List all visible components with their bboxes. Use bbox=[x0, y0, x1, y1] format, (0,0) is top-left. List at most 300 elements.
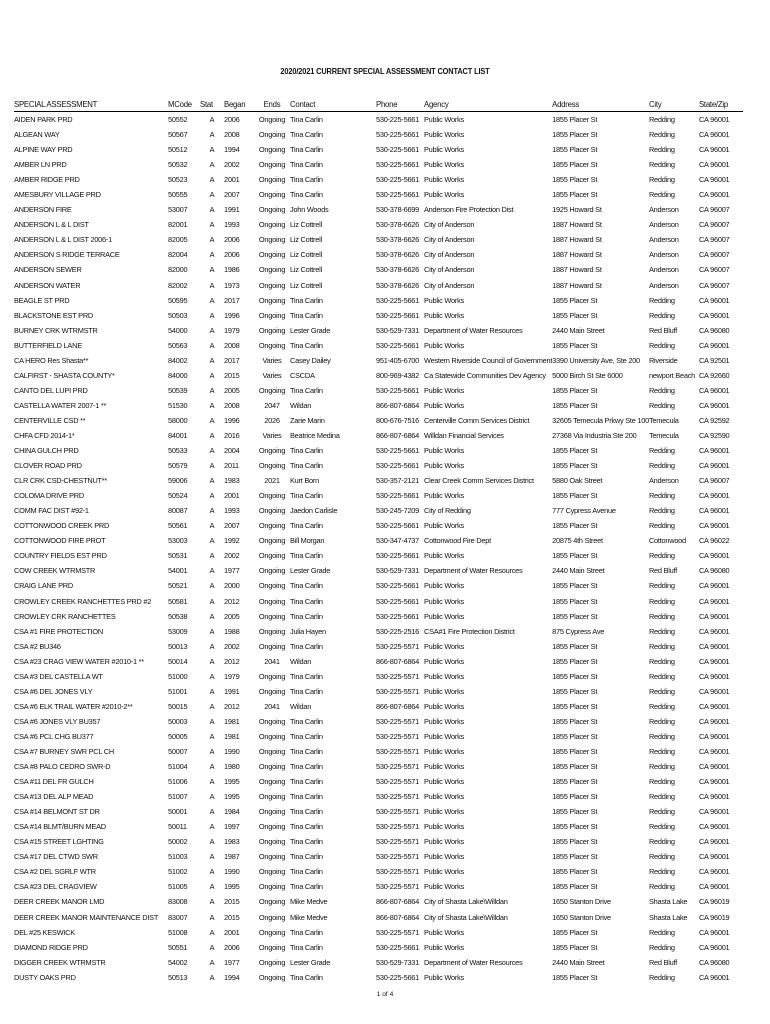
cell-contact: Bill Morgan bbox=[290, 536, 325, 546]
cell-stat: A bbox=[209, 882, 215, 892]
cell-ends: Ongoing bbox=[258, 521, 286, 531]
cell-mcode: 83008 bbox=[168, 897, 188, 907]
cell-address: 1855 Placer St bbox=[552, 671, 598, 681]
cell-agency: City of Anderson bbox=[424, 220, 475, 230]
cell-began: 1983 bbox=[224, 837, 240, 847]
col-header-agency: Agency bbox=[424, 97, 552, 112]
cell-ends: Ongoing bbox=[258, 325, 286, 335]
cell-stat: A bbox=[209, 641, 215, 651]
cell-address: 1855 Placer St bbox=[552, 160, 598, 170]
cell-assessment: CSA #23 DEL CRAGVIEW bbox=[14, 882, 97, 892]
cell-mcode: 58000 bbox=[168, 415, 188, 425]
cell-assessment: COW CREEK WTRMSTR bbox=[14, 566, 96, 576]
table-row bbox=[14, 624, 743, 639]
cell-stat: A bbox=[209, 957, 215, 967]
cell-city: Red Bluff bbox=[648, 325, 677, 335]
cell-state-zip: CA 92590 bbox=[698, 431, 730, 440]
cell-phone: 530-225-5571 bbox=[376, 777, 420, 787]
cell-began: 1992 bbox=[224, 536, 240, 546]
table-row bbox=[14, 925, 743, 940]
cell-phone: 530-225-5661 bbox=[376, 145, 420, 155]
cell-assessment: CALFIRST - SHASTA COUNTY* bbox=[14, 370, 115, 380]
cell-phone: 530-225-5661 bbox=[376, 160, 420, 170]
cell-stat: A bbox=[209, 160, 215, 170]
cell-city: Redding bbox=[648, 626, 675, 636]
cell-began: 1991 bbox=[224, 205, 240, 215]
cell-state-zip: CA 92660 bbox=[698, 370, 730, 380]
cell-assessment: ALPINE WAY PRD bbox=[14, 145, 73, 155]
cell-state-zip: CA 96001 bbox=[698, 686, 730, 696]
cell-state-zip: CA 96001 bbox=[698, 551, 730, 561]
cell-stat: A bbox=[209, 491, 215, 501]
cell-stat: A bbox=[209, 295, 215, 305]
cell-contact: Liz Cottrell bbox=[290, 235, 322, 245]
cell-stat: A bbox=[209, 867, 215, 877]
cell-began: 2017 bbox=[224, 355, 240, 365]
table-row bbox=[14, 639, 743, 654]
cell-address: 1855 Placer St bbox=[552, 807, 598, 817]
cell-began: 2015 bbox=[224, 370, 240, 380]
cell-city: newport Beach bbox=[648, 370, 696, 380]
cell-agency: Public Works bbox=[424, 927, 464, 937]
cell-address: 1855 Placer St bbox=[552, 777, 598, 787]
cell-ends: Ongoing bbox=[258, 160, 286, 170]
cell-began: 1983 bbox=[224, 476, 240, 486]
cell-state-zip: CA 96001 bbox=[698, 716, 730, 726]
cell-agency: Public Works bbox=[424, 731, 464, 741]
cell-assessment: CHINA GULCH PRD bbox=[14, 446, 79, 456]
cell-phone: 530-225-5571 bbox=[376, 852, 420, 862]
cell-stat: A bbox=[209, 716, 215, 726]
cell-phone: 530-378-6699 bbox=[376, 205, 420, 215]
cell-address: 1855 Placer St bbox=[552, 792, 598, 802]
table-row bbox=[14, 533, 743, 548]
cell-ends: 2047 bbox=[264, 400, 280, 410]
cell-began: 2006 bbox=[224, 250, 240, 260]
cell-began: 1977 bbox=[224, 957, 240, 967]
cell-ends: Ongoing bbox=[258, 175, 286, 185]
cell-address: 1855 Placer St bbox=[552, 762, 598, 772]
cell-address: 1855 Placer St bbox=[552, 927, 598, 937]
cell-state-zip: CA 96001 bbox=[698, 777, 730, 787]
cell-agency: Ca Statewide Communities Dev Agency bbox=[424, 370, 546, 380]
col-header-stat: Stat bbox=[200, 97, 224, 112]
cell-agency: Public Works bbox=[424, 385, 464, 395]
cell-stat: A bbox=[209, 897, 215, 907]
cell-assessment: ANDERSON L & L DIST 2006-1 bbox=[14, 235, 112, 245]
cell-agency: Public Works bbox=[424, 972, 464, 982]
cell-began: 1981 bbox=[224, 731, 240, 741]
cell-address: 1855 Placer St bbox=[552, 491, 598, 501]
cell-address: 1855 Placer St bbox=[552, 716, 598, 726]
cell-began: 2001 bbox=[224, 491, 240, 501]
cell-agency: Public Works bbox=[424, 190, 464, 200]
cell-contact: Liz Cottrell bbox=[290, 280, 322, 290]
table-row bbox=[14, 338, 743, 353]
table-row bbox=[14, 202, 743, 217]
cell-agency: Public Works bbox=[424, 671, 464, 681]
cell-began: 2012 bbox=[224, 701, 240, 711]
cell-state-zip: CA 96007 bbox=[698, 280, 730, 290]
cell-phone: 530-225-5661 bbox=[376, 972, 420, 982]
cell-stat: A bbox=[209, 536, 215, 546]
cell-state-zip: CA 96007 bbox=[698, 250, 730, 260]
cell-began: 1986 bbox=[224, 265, 240, 275]
cell-began: 2008 bbox=[224, 130, 240, 140]
cell-address: 1855 Placer St bbox=[552, 310, 598, 320]
cell-began: 2002 bbox=[224, 641, 240, 651]
table-row bbox=[14, 578, 743, 593]
cell-mcode: 50531 bbox=[168, 551, 188, 561]
cell-mcode: 82000 bbox=[168, 265, 188, 275]
cell-address: 1855 Placer St bbox=[552, 175, 598, 185]
cell-mcode: 50002 bbox=[168, 837, 188, 847]
cell-ends: Ongoing bbox=[258, 882, 286, 892]
cell-mcode: 50523 bbox=[168, 175, 188, 185]
cell-ends: 2026 bbox=[264, 415, 280, 425]
cell-address: 5880 Oak Street bbox=[552, 476, 603, 486]
table-row bbox=[14, 804, 743, 819]
cell-assessment: CRAIG LANE PRD bbox=[14, 581, 73, 591]
cell-city: Redding bbox=[648, 927, 675, 937]
table-row bbox=[14, 699, 743, 714]
cell-contact: Tina Carlin bbox=[290, 671, 323, 681]
cell-phone: 530-225-5661 bbox=[376, 446, 420, 456]
cell-agency: Department of Water Resources bbox=[424, 566, 523, 576]
cell-address: 20875 4th Street bbox=[552, 536, 603, 546]
cell-agency: Public Works bbox=[424, 837, 464, 847]
cell-began: 2005 bbox=[224, 611, 240, 621]
cell-stat: A bbox=[209, 852, 215, 862]
cell-contact: Tina Carlin bbox=[290, 596, 323, 606]
cell-address: 2440 Main Street bbox=[552, 566, 605, 576]
cell-mcode: 50013 bbox=[168, 641, 188, 651]
cell-mcode: 50538 bbox=[168, 611, 188, 621]
cell-city: Shasta Lake bbox=[648, 897, 688, 907]
cell-assessment: CROWLEY CRK RANCHETTES bbox=[14, 611, 116, 621]
cell-began: 1979 bbox=[224, 671, 240, 681]
cell-assessment: CSA #17 DEL CTWD SWR bbox=[14, 852, 98, 862]
cell-stat: A bbox=[209, 265, 215, 275]
cell-address: 1855 Placer St bbox=[552, 115, 598, 125]
cell-ends: Ongoing bbox=[258, 807, 286, 817]
cell-assessment: ANDERSON FIRE bbox=[14, 205, 72, 215]
cell-ends: Varies bbox=[262, 431, 282, 440]
cell-stat: A bbox=[209, 476, 215, 486]
cell-contact: Wildan bbox=[290, 656, 312, 666]
cell-city: Redding bbox=[648, 762, 675, 772]
cell-agency: Public Works bbox=[424, 521, 464, 531]
cell-assessment: CSA #2 BU346 bbox=[14, 641, 61, 651]
table-body bbox=[14, 112, 743, 985]
cell-ends: Ongoing bbox=[258, 446, 286, 456]
cell-agency: Public Works bbox=[424, 115, 464, 125]
cell-state-zip: CA 96001 bbox=[698, 656, 730, 666]
table-row bbox=[14, 789, 743, 804]
cell-address: 1887 Howard St bbox=[552, 250, 602, 260]
cell-assessment: CHFA CFD 2014-1* bbox=[14, 431, 75, 440]
cell-began: 1996 bbox=[224, 310, 240, 320]
cell-state-zip: CA 96001 bbox=[698, 190, 730, 200]
cell-state-zip: CA 96001 bbox=[698, 400, 730, 410]
cell-stat: A bbox=[209, 235, 215, 245]
cell-mcode: 50001 bbox=[168, 807, 188, 817]
cell-state-zip: CA 96001 bbox=[698, 852, 730, 862]
cell-address: 1855 Placer St bbox=[552, 641, 598, 651]
cell-contact: Tina Carlin bbox=[290, 686, 323, 696]
table-row bbox=[14, 368, 743, 383]
cell-agency: Public Works bbox=[424, 807, 464, 817]
cell-mcode: 51007 bbox=[168, 792, 188, 802]
cell-address: 1855 Placer St bbox=[552, 581, 598, 591]
cell-city: Redding bbox=[648, 461, 675, 471]
cell-phone: 951-405-6700 bbox=[376, 355, 420, 365]
table-row bbox=[14, 413, 743, 428]
table-row bbox=[14, 518, 743, 533]
cell-address: 1855 Placer St bbox=[552, 340, 598, 350]
cell-state-zip: CA 96019 bbox=[698, 912, 730, 922]
cell-state-zip: CA 96007 bbox=[698, 220, 730, 230]
cell-state-zip: CA 96001 bbox=[698, 295, 730, 305]
cell-address: 2440 Main Street bbox=[552, 325, 605, 335]
cell-ends: Ongoing bbox=[258, 716, 286, 726]
cell-ends: Ongoing bbox=[258, 581, 286, 591]
cell-contact: Tina Carlin bbox=[290, 461, 323, 471]
cell-assessment: DEER CREEK MANOR MAINTENANCE DIST bbox=[14, 912, 159, 922]
cell-phone: 530-225-5571 bbox=[376, 716, 420, 726]
cell-began: 2004 bbox=[224, 446, 240, 456]
cell-mcode: 54001 bbox=[168, 566, 188, 576]
cell-began: 2017 bbox=[224, 295, 240, 305]
cell-contact: Tina Carlin bbox=[290, 385, 323, 395]
cell-stat: A bbox=[209, 807, 215, 817]
cell-state-zip: CA 96001 bbox=[698, 942, 730, 952]
cell-address: 1855 Placer St bbox=[552, 295, 598, 305]
cell-began: 1991 bbox=[224, 686, 240, 696]
cell-mcode: 83007 bbox=[168, 912, 188, 922]
cell-agency: Public Works bbox=[424, 581, 464, 591]
cell-ends: Ongoing bbox=[258, 491, 286, 501]
col-header-city: City bbox=[649, 97, 699, 112]
cell-assessment: ANDERSON L & L DIST bbox=[14, 220, 89, 230]
cell-ends: Ongoing bbox=[258, 942, 286, 952]
cell-began: 1990 bbox=[224, 746, 240, 756]
cell-assessment: CLR CRK CSD-CHESTNUT** bbox=[14, 476, 108, 486]
cell-mcode: 50007 bbox=[168, 746, 188, 756]
cell-phone: 530-378-6626 bbox=[376, 250, 420, 260]
cell-state-zip: CA 96001 bbox=[698, 310, 730, 320]
cell-began: 1984 bbox=[224, 807, 240, 817]
cell-city: Redding bbox=[648, 641, 675, 651]
cell-state-zip: CA 92592 bbox=[698, 415, 730, 425]
cell-mcode: 50539 bbox=[168, 385, 188, 395]
cell-phone: 530-225-5571 bbox=[376, 837, 420, 847]
cell-phone: 530-225-5571 bbox=[376, 927, 420, 937]
cell-address: 1855 Placer St bbox=[552, 145, 598, 155]
cell-stat: A bbox=[209, 686, 215, 696]
cell-stat: A bbox=[209, 701, 215, 711]
cell-assessment: BUTTERFIELD LANE bbox=[14, 340, 82, 350]
cell-agency: Public Works bbox=[424, 656, 464, 666]
cell-began: 1993 bbox=[224, 220, 240, 230]
cell-began: 2006 bbox=[224, 115, 240, 125]
cell-stat: A bbox=[209, 130, 215, 140]
document-title: 2020/2021 CURRENT SPECIAL ASSESSMENT CONTACT LIST bbox=[280, 66, 490, 76]
cell-contact: Tina Carlin bbox=[290, 340, 323, 350]
cell-assessment: ANDERSON SEWER bbox=[14, 265, 82, 275]
cell-assessment: DUSTY OAKS PRD bbox=[14, 972, 76, 982]
cell-mcode: 51003 bbox=[168, 852, 188, 862]
cell-ends: Ongoing bbox=[258, 837, 286, 847]
cell-state-zip: CA 96001 bbox=[698, 731, 730, 741]
cell-contact: Kurt Born bbox=[290, 476, 319, 486]
cell-began: 2007 bbox=[224, 521, 240, 531]
cell-agency: Public Works bbox=[424, 295, 464, 305]
cell-agency: Public Works bbox=[424, 641, 464, 651]
cell-ends: Ongoing bbox=[258, 235, 286, 245]
cell-contact: Tina Carlin bbox=[290, 295, 323, 305]
cell-began: 2012 bbox=[224, 596, 240, 606]
cell-mcode: 50513 bbox=[168, 972, 188, 982]
cell-ends: Ongoing bbox=[258, 461, 286, 471]
cell-address: 1855 Placer St bbox=[552, 822, 598, 832]
cell-contact: Tina Carlin bbox=[290, 611, 323, 621]
cell-agency: Public Works bbox=[424, 596, 464, 606]
cell-contact: Tina Carlin bbox=[290, 130, 323, 140]
cell-mcode: 82005 bbox=[168, 235, 188, 245]
cell-city: Redding bbox=[648, 671, 675, 681]
cell-mcode: 54002 bbox=[168, 957, 188, 967]
cell-agency: Public Works bbox=[424, 942, 464, 952]
cell-state-zip: CA 96001 bbox=[698, 822, 730, 832]
cell-assessment: CANTO DEL LUPI PRD bbox=[14, 385, 88, 395]
cell-stat: A bbox=[209, 626, 215, 636]
col-header-mcode: MCode bbox=[168, 97, 200, 112]
cell-phone: 866-807-6864 bbox=[376, 400, 420, 410]
cell-assessment: CENTERVILLE CSD ** bbox=[14, 415, 86, 425]
cell-address: 1650 Stanton Drive bbox=[552, 912, 611, 922]
cell-stat: A bbox=[209, 310, 215, 320]
cell-stat: A bbox=[209, 671, 215, 681]
cell-state-zip: CA 96001 bbox=[698, 792, 730, 802]
cell-city: Anderson bbox=[648, 220, 679, 230]
cell-stat: A bbox=[209, 551, 215, 561]
cell-address: 1855 Placer St bbox=[552, 521, 598, 531]
cell-assessment: CSA #14 BLMT/BURN MEAD bbox=[14, 822, 106, 832]
col-header-special-assessment: SPECIAL ASSESSMENT bbox=[14, 97, 168, 112]
cell-assessment: CSA #15 STREET LGHTING bbox=[14, 837, 104, 847]
cell-mcode: 50015 bbox=[168, 701, 188, 711]
cell-assessment: ANDERSON S RIDGE TERRACE bbox=[14, 250, 120, 260]
cell-address: 32605 Temecula Prkwy Ste 100 bbox=[552, 415, 649, 425]
cell-city: Shasta Lake bbox=[648, 912, 688, 922]
cell-phone: 530-225-5661 bbox=[376, 340, 420, 350]
cell-city: Redding bbox=[648, 491, 675, 501]
cell-contact: Julia Hayen bbox=[290, 626, 326, 636]
cell-ends: Ongoing bbox=[258, 731, 286, 741]
cell-state-zip: CA 96022 bbox=[698, 536, 730, 546]
cell-agency: Public Works bbox=[424, 701, 464, 711]
cell-ends: 2041 bbox=[264, 656, 280, 666]
cell-mcode: 53007 bbox=[168, 205, 188, 215]
cell-agency: Department of Water Resources bbox=[424, 325, 523, 335]
table-row bbox=[14, 473, 743, 488]
table-row bbox=[14, 232, 743, 247]
cell-agency: CSA#1 Fire Protection District bbox=[424, 626, 515, 636]
table-row bbox=[14, 503, 743, 518]
cell-assessment: CSA #14 BELMONT ST DR bbox=[14, 807, 100, 817]
cell-stat: A bbox=[209, 942, 215, 952]
cell-ends: Ongoing bbox=[258, 927, 286, 937]
cell-began: 1995 bbox=[224, 777, 240, 787]
cell-contact: Lester Grade bbox=[290, 566, 331, 576]
cell-state-zip: CA 96001 bbox=[698, 626, 730, 636]
cell-address: 27368 Via Industria Ste 200 bbox=[552, 431, 637, 440]
cell-phone: 530-225-5661 bbox=[376, 310, 420, 320]
cell-phone: 800-676-7516 bbox=[376, 415, 420, 425]
cell-phone: 530-347-4737 bbox=[376, 536, 420, 546]
table-row bbox=[14, 594, 743, 609]
cell-city: Redding bbox=[648, 175, 675, 185]
cell-mcode: 50561 bbox=[168, 521, 188, 531]
table-row bbox=[14, 142, 743, 157]
cell-address: 1855 Placer St bbox=[552, 596, 598, 606]
cell-agency: Anderson Fire Protection Dist bbox=[424, 205, 514, 215]
cell-agency: Public Works bbox=[424, 867, 464, 877]
cell-assessment: ALGEAN WAY bbox=[14, 130, 60, 140]
cell-phone: 530-225-5661 bbox=[376, 461, 420, 471]
cell-contact: John Woods bbox=[290, 205, 329, 215]
cell-ends: Ongoing bbox=[258, 611, 286, 621]
cell-began: 2011 bbox=[224, 461, 239, 471]
cell-agency: City of Shasta Lake\Willdan bbox=[424, 912, 508, 922]
cell-ends: Ongoing bbox=[258, 897, 286, 907]
cell-address: 1855 Placer St bbox=[552, 852, 598, 862]
table-header-row bbox=[14, 97, 743, 112]
cell-contact: Tina Carlin bbox=[290, 641, 323, 651]
cell-began: 1973 bbox=[224, 280, 240, 290]
table-row bbox=[14, 940, 743, 955]
cell-mcode: 84000 bbox=[168, 370, 188, 380]
cell-mcode: 50563 bbox=[168, 340, 188, 350]
cell-agency: City of Redding bbox=[424, 506, 471, 516]
cell-ends: Ongoing bbox=[258, 671, 286, 681]
cell-mcode: 82002 bbox=[168, 280, 188, 290]
cell-mcode: 50005 bbox=[168, 731, 188, 741]
table-row bbox=[14, 187, 743, 202]
cell-contact: Tina Carlin bbox=[290, 551, 323, 561]
cell-contact: Liz Cottrell bbox=[290, 265, 322, 275]
cell-contact: Zarie Marin bbox=[290, 415, 325, 425]
cell-state-zip: CA 96080 bbox=[698, 566, 730, 576]
cell-address: 1925 Howard St bbox=[552, 205, 602, 215]
cell-began: 2002 bbox=[224, 551, 240, 561]
cell-phone: 530-357-2121 bbox=[376, 476, 420, 486]
cell-ends: Ongoing bbox=[258, 385, 286, 395]
cell-contact: Tina Carlin bbox=[290, 716, 323, 726]
cell-assessment: CSA #6 ELK TRAIL WATER #2010-2** bbox=[14, 701, 133, 711]
cell-city: Redding bbox=[648, 701, 675, 711]
cell-city: Red Bluff bbox=[648, 566, 677, 576]
table-row bbox=[14, 955, 743, 970]
cell-phone: 866-807-6864 bbox=[376, 656, 420, 666]
cell-phone: 866-807-6864 bbox=[376, 897, 420, 907]
cell-city: Anderson bbox=[648, 235, 679, 245]
cell-city: Redding bbox=[648, 310, 675, 320]
cell-state-zip: CA 92501 bbox=[698, 355, 730, 365]
page-number: 1 of 4 bbox=[376, 991, 394, 998]
cell-stat: A bbox=[209, 461, 215, 471]
